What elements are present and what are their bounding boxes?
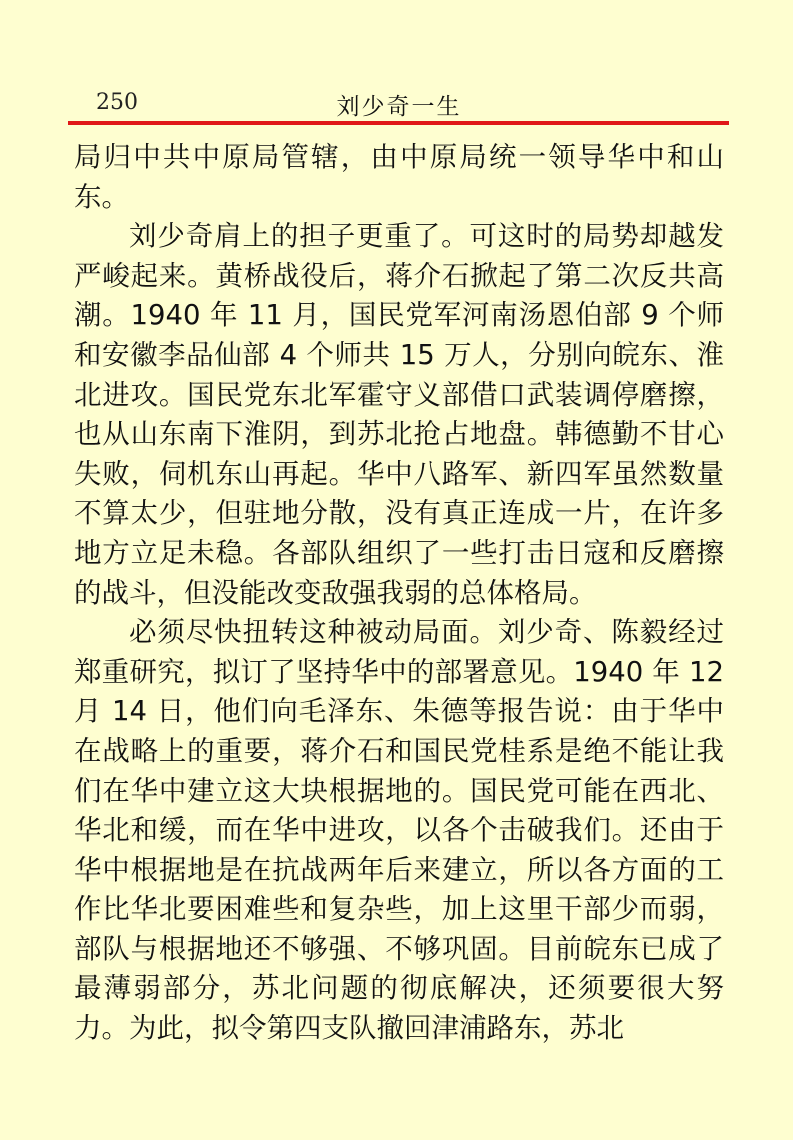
paragraph: 刘少奇肩上的担子更重了。可这时的局势却越发严峻起来。黄桥战役后，蒋介石掀起了第二次反共高潮。1940 年 11 月，国民党军河南汤恩伯部 9 个师和安徽李品仙部 4 个师共 15 万人，分别向皖东、淮北进攻。国民党东北军霍守义部借口武装调停磨擦，也从山东南下淮阴，到苏北抢占地盘。韩德勤不甘心失败，伺机东山再起。华中八路军、新四军虽然数量不算太少，但驻地分散，没有真正连成一片，在许多地方立足未稳。各部队组织了一些打击日寇和反磨擦的战斗，但没能改变敌强我弱的总体格局。 bbox=[74, 220, 724, 609]
paragraph-continued: 局归中共中原局管辖，由中原局统一领导华中和山东。 bbox=[74, 141, 724, 213]
page-number: 250 bbox=[96, 90, 138, 115]
header-divider bbox=[68, 121, 729, 125]
paragraph: 必须尽快扭转这种被动局面。刘少奇、陈毅经过郑重研究，拟订了坚持华中的部署意见。1940 年 12 月 14 日，他们向毛泽东、朱德等报告说：由于华中在战略上的重要，蒋介石和国民党桂系是绝不能让我们在华中建立这大块根据地的。国民党可能在西北、华北和缓，而在华中进攻，以各个击破我们。还由于华中根据地是在抗战两年后来建立，所以各方面的工作比华北要困难些和复杂些，加上这里干部少而弱，部队与根据地还不够强、不够巩固。目前皖东已成了最薄弱部分，苏北问题的彻底解决，还须要很大努力。为此，拟令第四支队撤回津浦路东，苏北 bbox=[74, 616, 724, 1045]
body-text bbox=[74, 138, 724, 1049]
running-title: 刘少奇一生 bbox=[336, 94, 462, 120]
page-header bbox=[70, 84, 728, 120]
